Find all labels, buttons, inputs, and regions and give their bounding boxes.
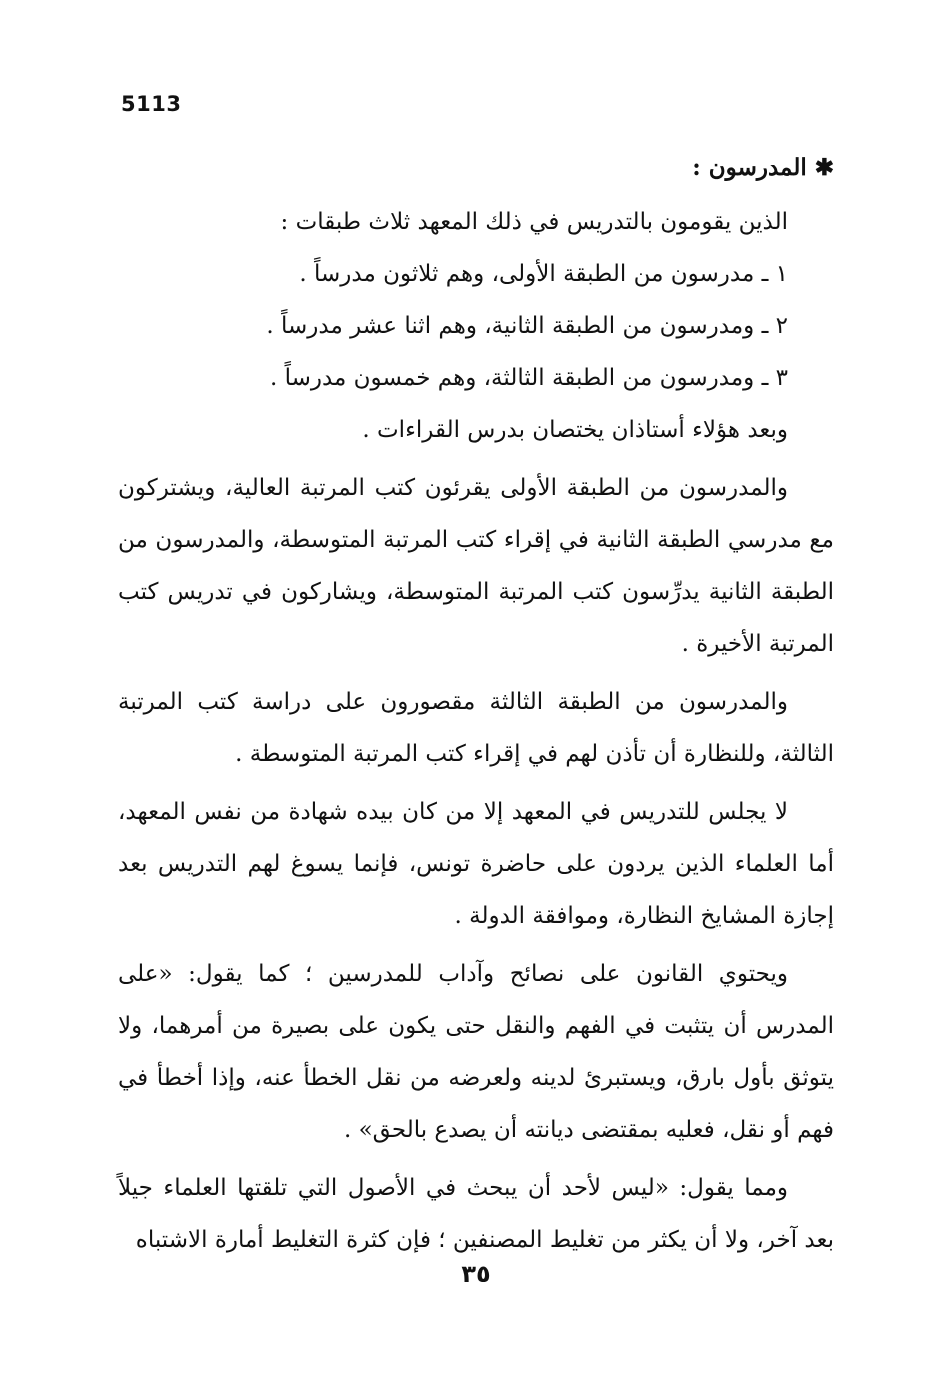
- page-id: 5113: [121, 92, 182, 116]
- intro-line: الذين يقومون بالتدريس في ذلك المعهد ثلاث طبقات :: [280, 209, 788, 235]
- page-number: ٣٥: [461, 1260, 491, 1288]
- paragraph: والمدرسون من الطبقة الأولى يقرئون كتب المرتبة العالية، ويشتركون مع مدرسي الطبقة الثانية في إقراء كتب المرتبة المتوسطة، والمدرسون من الطبقة الثانية يدرِّسون كتب المرتبة المتوسطة، ويشاركون في تدريس كتب المرتبة الأخيرة .: [118, 475, 834, 657]
- paragraph: ويحتوي القانون على نصائح وآداب للمدرسين ؛ كما يقول: «على المدرس أن يتثبت في الفهم والنقل حتى يكون على بصيرة من أمرهما، ولا يتوثق بأول بارق، ويستبرئ لدينه ولعرضه من نقل الخطأ عنه، وإذا أخطأ في فهم أو نقل، فعليه بمقتضى ديانته أن يصدع بالحق» .: [118, 961, 834, 1143]
- page-body: [118, 146, 834, 1272]
- paragraph: والمدرسون من الطبقة الثالثة مقصورون على دراسة كتب المرتبة الثالثة، وللنظارة أن تأذن لهم في إقراء كتب المرتبة المتوسطة .: [118, 689, 834, 767]
- asterisk-icon: ✱: [814, 154, 834, 181]
- list-item: ١ ـ مدرسون من الطبقة الأولى، وهم ثلاثون مدرساً .: [299, 261, 788, 287]
- list-item: ٢ ـ ومدرسون من الطبقة الثانية، وهم اثنا عشر مدرساً .: [266, 313, 788, 339]
- section-heading-text: المدرسون :: [692, 154, 807, 181]
- section-heading: [118, 146, 834, 190]
- paragraph: لا يجلس للتدريس في المعهد إلا من كان بيده شهادة من نفس المعهد، أما العلماء الذين يردون على حاضرة تونس، فإنما يسوغ لهم التدريس بعد إجازة المشايخ النظارة، وموافقة الدولة .: [118, 799, 834, 929]
- paragraph: ومما يقول: «ليس لأحد أن يبحث في الأصول التي تلقتها العلماء جيلاً بعد آخر، ولا أن يكثر من تغليط المصنفين ؛ فإن كثرة التغليط أمارة الاشتباه: [118, 1175, 834, 1253]
- list-item: ٣ ـ ومدرسون من الطبقة الثالثة، وهم خمسون مدرساً .: [269, 365, 788, 391]
- after-list-line: وبعد هؤلاء أستاذان يختصان بدرس القراءات .: [362, 417, 788, 443]
